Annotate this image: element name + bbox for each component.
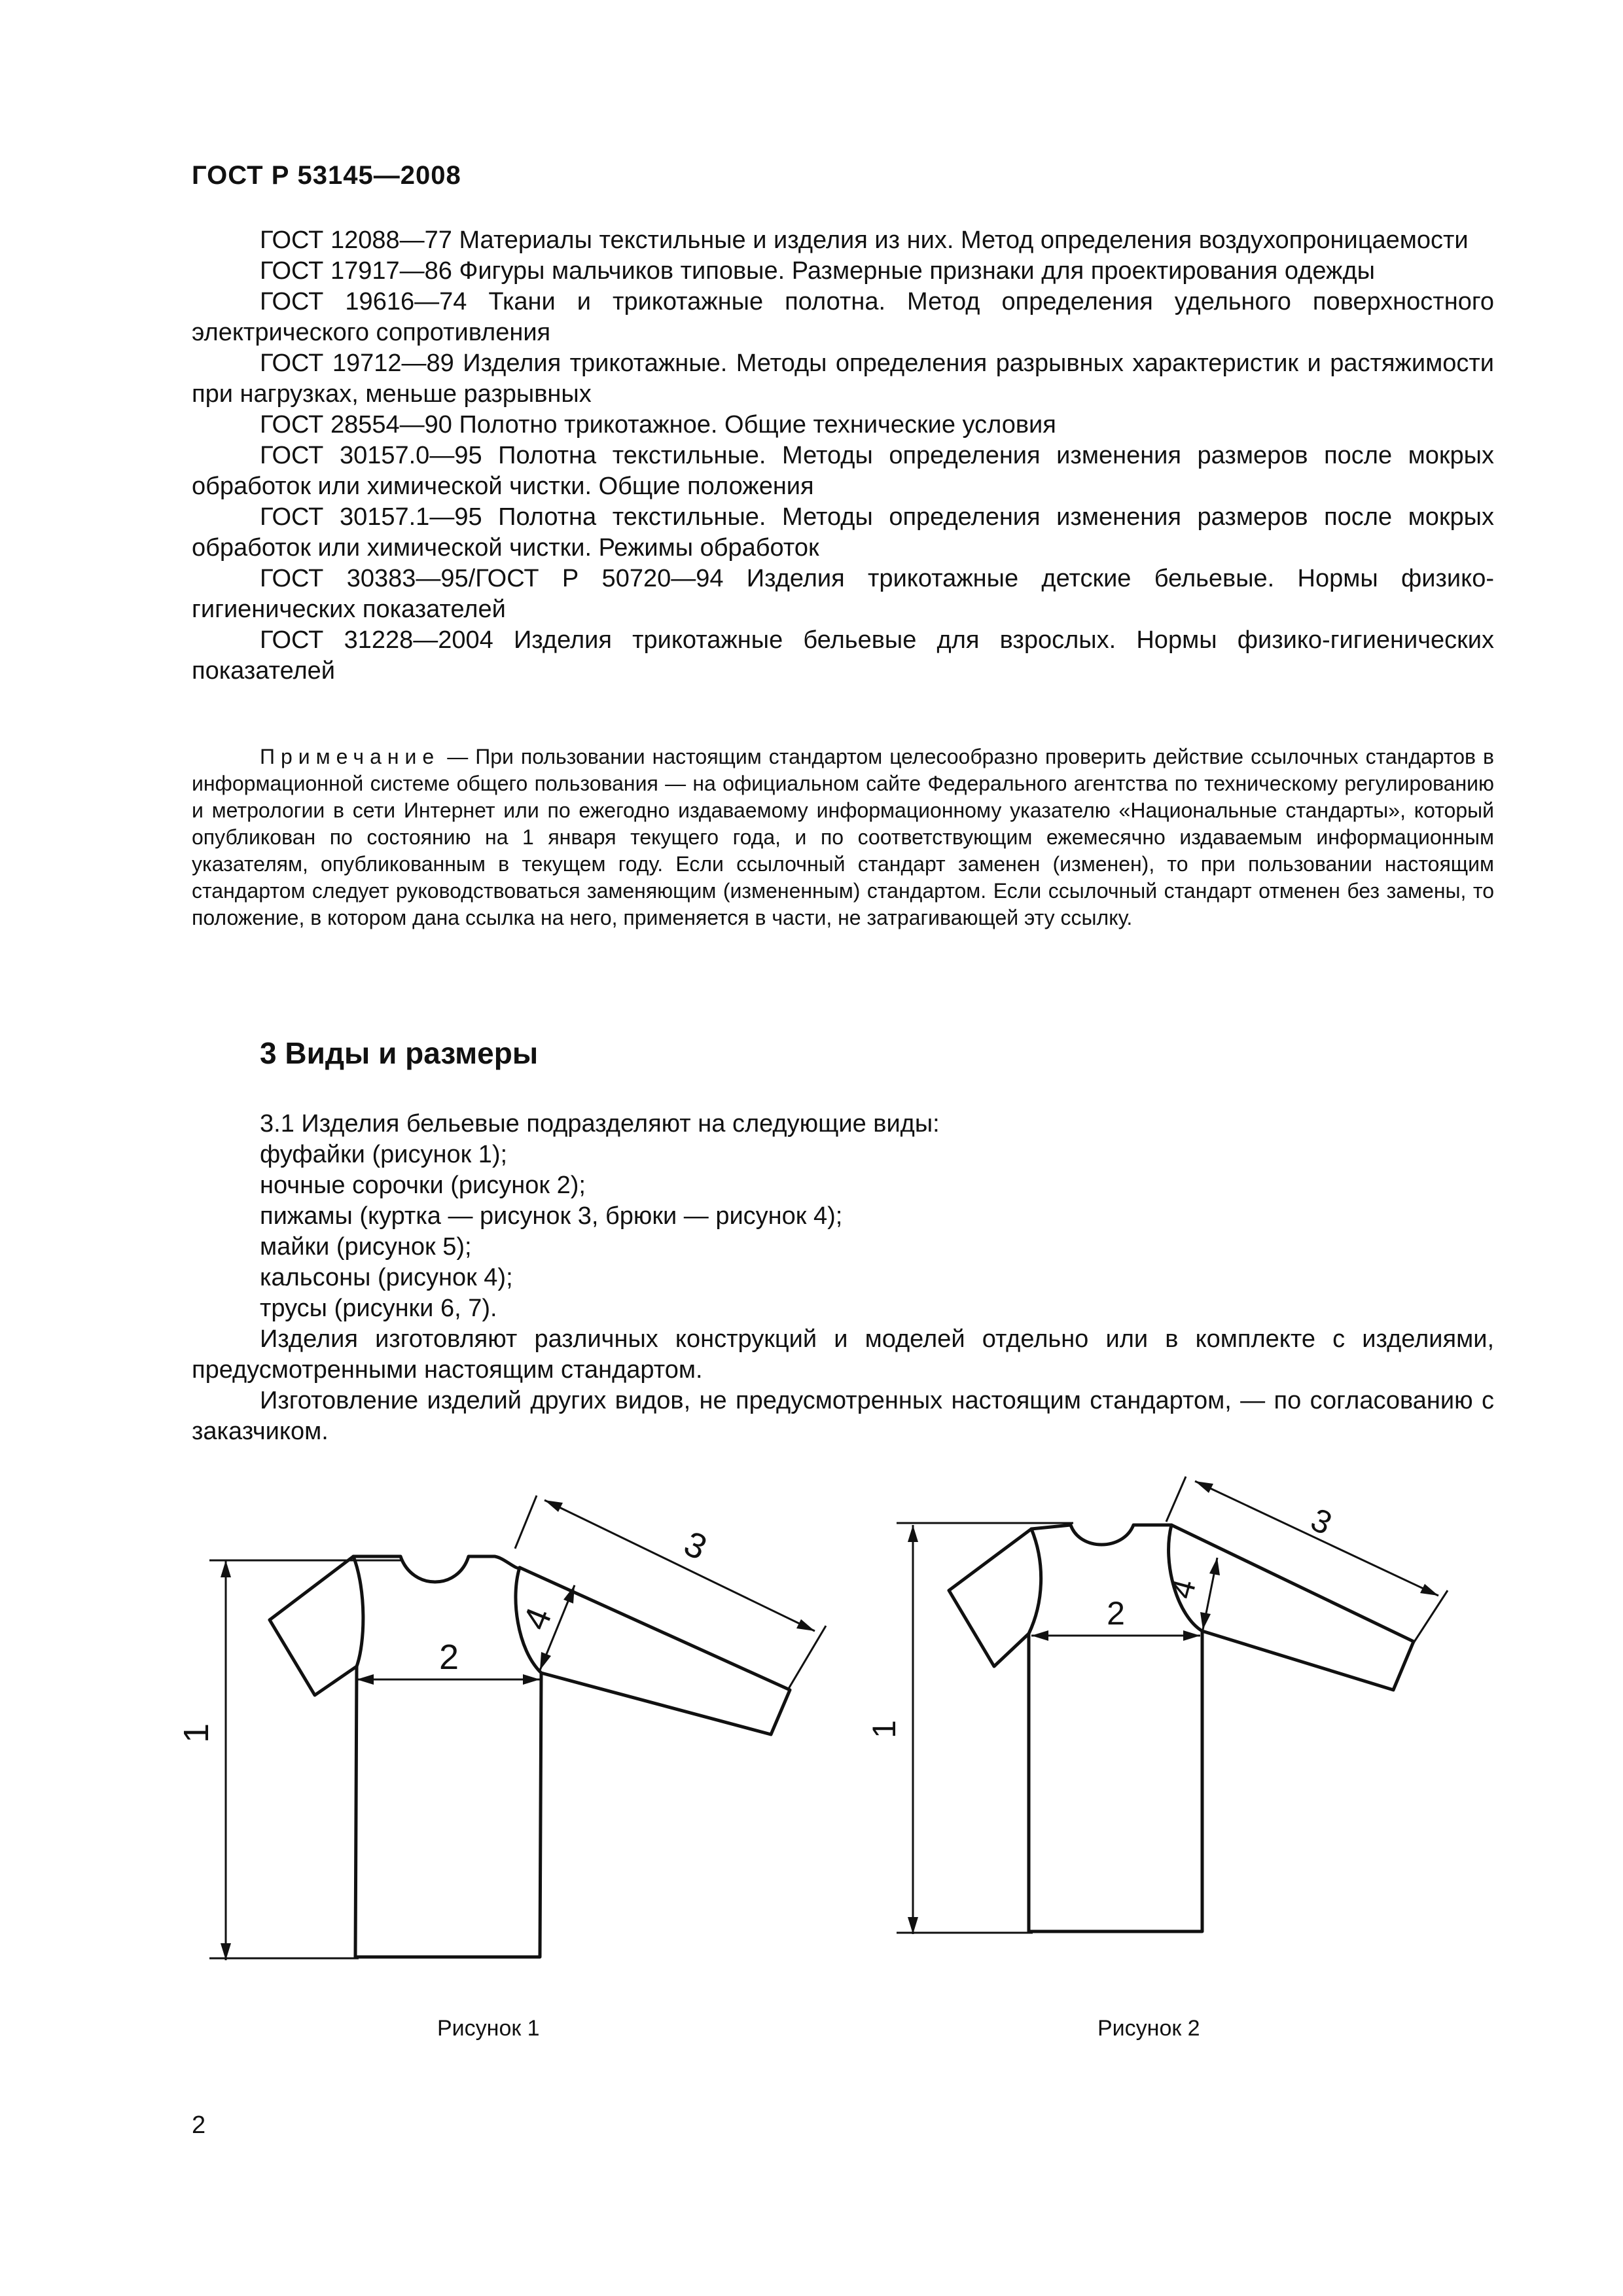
list-item: фуфайки (рисунок 1); [260,1141,508,1168]
section-intro: 3.1 Изделия бельевые подразделяют на следующие виды: [260,1110,940,1138]
dim-3-ext-b [789,1626,826,1689]
dim-4-arrow-b [540,1652,551,1670]
dim-3-ext-b [1414,1590,1448,1643]
note-text: — При пользовании настоящим стандартом целесообразно проверить действие ссылочных стандартов в информационной системе общего пользования — на официальном сайте Федерального агентства по техническому регулированию и метрологии в сети Интернет или по ежегодно издаваемому информационному указателю «Национальные стандарты», который опубликован по состоянию на 1 января текущего года, и по соответствующим ежемесячно издаваемым информационным указателям, опубликованным в текущем году. Если ссылочный стандарт заменен (изменен), то при пользовании настоящим стандартом следует руководствоваться заменяющим (измененным) стандартом. Если ссылочный стандарт отменен без замены, то положение, в котором дана ссылка на него, применяется в части, не затрагивающей эту ссылку. [192,745,1494,929]
dim-4-arrow-a [1209,1558,1220,1575]
figure-1-label-1: 1 [177,1723,216,1744]
figure-2-label-1: 1 [866,1720,902,1738]
reference-item: ГОСТ 28554—90 Полотно трикотажное. Общие технические условия [260,411,1056,439]
dim-2-arrow-right [523,1674,540,1685]
dim-2-arrow-left [1031,1630,1048,1641]
dim-4-arrow-b [1200,1612,1211,1630]
figure-1-svg [0,1473,851,1996]
figure-2-svg [851,1473,1623,1996]
figure-2-armhole-left [1029,1529,1041,1634]
figure-2-label-2: 2 [1107,1595,1125,1632]
section-body [192,1109,1494,1447]
reference-item: ГОСТ 31228—2004 Изделия трикотажные бельевые для взрослых. Нормы физико-гигиенических показателей [192,626,1494,685]
reference-item: ГОСТ 12088—77 Материалы текстильные и изделия из них. Метод определения воздухопроницаемости [260,226,1469,254]
paragraph: Изделия изготовляют различных конструкций и моделей отдельно или в комплекте с изделиями, предусмотренными настоящим стандартом. [192,1325,1494,1384]
dim-3-arrow-a [544,1500,563,1512]
dim-3-arrow-a [1195,1481,1213,1493]
reference-item: ГОСТ 30383—95/ГОСТ Р 50720—94 Изделия трикотажные детские бельевые. Нормы физико-гигиенических показателей [192,565,1494,623]
figure-2-drawing [851,1473,1623,1996]
dim-3-ext-a [515,1496,537,1549]
dim-1-arrow-bottom [908,1917,918,1934]
list-item: пижамы (куртка — рисунок 3, брюки — рисунок 4); [260,1202,843,1230]
note [192,744,1494,931]
reference-item: ГОСТ 17917—86 Фигуры мальчиков типовые. Размерные признаки для проектирования одежды [260,257,1375,285]
dim-2-arrow-left [357,1674,374,1685]
figure-2-label-3: 3 [1305,1501,1338,1542]
figure-1-label-3: 3 [678,1524,713,1568]
dim-2-arrow-right [1183,1630,1200,1641]
list-item: майки (рисунок 5); [260,1233,472,1261]
figure-1-armhole-left [353,1556,363,1666]
dim-1-arrow-top [221,1560,231,1577]
figure-1-label-4: 4 [515,1602,560,1636]
dim-3-ext-a [1166,1477,1186,1522]
reference-item: ГОСТ 30157.0—95 Полотна текстильные. Методы определения изменения размеров после мокрых обработок или химической чистки. Общие положения [192,442,1494,500]
figure-1-label-2: 2 [438,1638,459,1677]
list-item: ночные сорочки (рисунок 2); [260,1172,586,1199]
page-number: 2 [192,2111,206,2139]
dim-3-line [544,1500,815,1631]
reference-item: ГОСТ 30157.1—95 Полотна текстильные. Методы определения изменения размеров после мокрых обработок или химической чистки. Режимы обработок [192,503,1494,562]
page-header: ГОСТ Р 53145—2008 [192,161,461,190]
dim-3-arrow-b [1420,1584,1438,1596]
dim-1-arrow-top [908,1525,918,1542]
section-title: 3 Виды и размеры [260,1036,539,1070]
paragraph: Изготовление изделий других видов, не предусмотренных настоящим стандартом, — по согласованию с заказчиком. [192,1387,1494,1445]
figure-2-label-4: 4 [1162,1575,1204,1603]
reference-item: ГОСТ 19616—74 Ткани и трикотажные полотна. Метод определения удельного поверхностного электрического сопротивления [192,288,1494,346]
note-lead: Примечание [260,745,440,768]
figure-1-drawing [0,1473,851,1996]
dim-3-arrow-b [796,1619,815,1631]
list-item: трусы (рисунки 6, 7). [260,1295,497,1322]
figure-1-caption: Рисунок 1 [437,2016,540,2041]
reference-item: ГОСТ 19712—89 Изделия трикотажные. Методы определения разрывных характеристик и растяжимости при нагрузках, меньше разрывных [192,350,1494,408]
normative-references [192,225,1494,687]
list-item: кальсоны (рисунок 4); [260,1264,513,1291]
figure-2-caption: Рисунок 2 [1097,2016,1200,2041]
